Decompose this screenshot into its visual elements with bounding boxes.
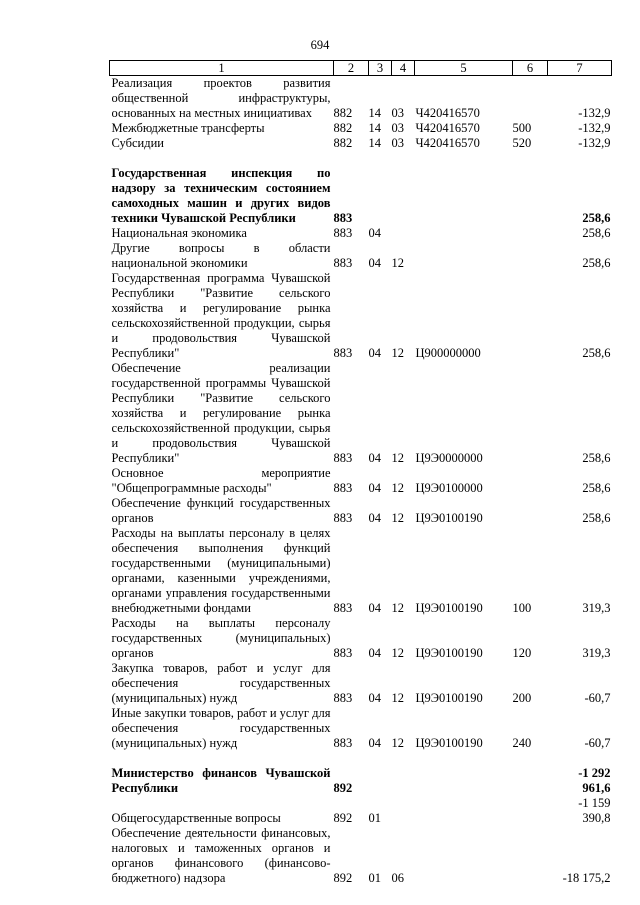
row-amount: 258,6 bbox=[582, 481, 611, 495]
table-row bbox=[110, 121, 612, 136]
column-header: 1 bbox=[110, 61, 334, 76]
column-header: 2 bbox=[334, 61, 369, 76]
table-row bbox=[110, 706, 612, 751]
row-name: Государственная инспекция по надзору за техническим состоянием самоходных машин и других видов техники Чувашской Республики bbox=[111, 166, 331, 225]
row-section: 04 bbox=[368, 256, 381, 270]
row-section bbox=[369, 166, 392, 226]
spacer-row bbox=[110, 751, 612, 766]
column-header: 4 bbox=[392, 61, 415, 76]
table-row bbox=[110, 826, 612, 886]
row-expense-type bbox=[513, 496, 548, 526]
row-amount: -18 175,2 bbox=[562, 871, 611, 885]
row-name: Другие вопросы в области национальной экономики bbox=[111, 241, 331, 270]
row-target-article: Ч420416570 bbox=[415, 106, 480, 120]
row-name: Расходы на выплаты персоналу в целях обеспечения выполнения функций государственными (муниципальными) органами, казенными учреждениями, органами управления государственными внебюджетными фондами bbox=[111, 526, 331, 615]
row-target-article: Ц9Э0100190 bbox=[415, 646, 483, 660]
row-ved: 883 bbox=[333, 736, 353, 750]
row-name: Национальная экономика bbox=[111, 226, 247, 240]
row-subsection: 03 bbox=[391, 121, 404, 135]
row-amount: -60,7 bbox=[584, 736, 611, 750]
row-ved: 883 bbox=[333, 601, 353, 615]
row-ved: 882 bbox=[333, 136, 353, 150]
column-header: 7 bbox=[548, 61, 612, 76]
row-expense-type bbox=[513, 826, 548, 886]
row-name: Государственная программа Чувашской Республики "Развитие сельского хозяйства и регулирование рынка сельскохозяйственной продукции, сырья и продовольствия Чувашской Республики" bbox=[111, 271, 331, 360]
row-amount: -1 292 961,6 bbox=[578, 766, 611, 795]
row-section: 14 bbox=[368, 136, 381, 150]
row-ved: 883 bbox=[333, 481, 353, 495]
row-section: 04 bbox=[368, 226, 381, 240]
table-row bbox=[110, 76, 612, 122]
row-amount: 258,6 bbox=[582, 346, 611, 360]
table-row bbox=[110, 166, 612, 226]
row-name: Обеспечение реализации государственной программы Чувашской Республики "Развитие сельского хозяйства и регулирование рынка сельскохозяйственной продукции, сырья и продовольствия Чувашской Республики" bbox=[111, 361, 331, 465]
row-target-article bbox=[415, 766, 513, 796]
row-target-article: Ц9Э0100190 bbox=[415, 511, 483, 525]
row-expense-type: 120 bbox=[512, 646, 532, 660]
row-name: Межбюджетные трансферты bbox=[111, 121, 265, 135]
row-name: Основное мероприятие "Общепрограммные расходы" bbox=[111, 466, 331, 495]
row-target-article: Ц9Э0100190 bbox=[415, 736, 483, 750]
row-ved: 883 bbox=[333, 511, 353, 525]
row-subsection bbox=[392, 796, 415, 826]
row-target-article bbox=[415, 826, 513, 886]
table-row bbox=[110, 766, 612, 796]
row-subsection bbox=[392, 766, 415, 796]
row-section: 04 bbox=[368, 346, 381, 360]
row-target-article bbox=[415, 226, 513, 241]
row-subsection: 12 bbox=[391, 601, 404, 615]
row-subsection: 12 bbox=[391, 511, 404, 525]
row-expense-type bbox=[513, 271, 548, 361]
row-target-article bbox=[415, 241, 513, 271]
row-section: 14 bbox=[368, 121, 381, 135]
row-expense-type: 200 bbox=[512, 691, 532, 705]
row-target-article bbox=[415, 166, 513, 226]
row-amount: -132,9 bbox=[578, 121, 611, 135]
row-name: Расходы на выплаты персоналу государственных (муниципальных) органов bbox=[111, 616, 331, 660]
row-ved: 883 bbox=[333, 691, 353, 705]
row-ved: 892 bbox=[333, 781, 353, 795]
row-expense-type bbox=[513, 466, 548, 496]
row-amount: 258,6 bbox=[582, 211, 611, 225]
row-expense-type bbox=[513, 76, 548, 122]
row-section bbox=[369, 766, 392, 796]
row-subsection: 12 bbox=[391, 736, 404, 750]
row-section: 04 bbox=[368, 481, 381, 495]
row-ved: 883 bbox=[333, 211, 353, 225]
row-section: 01 bbox=[368, 811, 381, 825]
row-subsection bbox=[392, 226, 415, 241]
table-body bbox=[110, 76, 612, 887]
row-expense-type: 520 bbox=[512, 136, 532, 150]
row-target-article: Ц900000000 bbox=[415, 346, 481, 360]
row-subsection: 06 bbox=[391, 871, 404, 885]
table-row bbox=[110, 526, 612, 616]
row-expense-type bbox=[513, 241, 548, 271]
row-name: Субсидии bbox=[111, 136, 164, 150]
row-amount: 258,6 bbox=[582, 226, 611, 240]
row-ved: 882 bbox=[333, 106, 353, 120]
row-amount: 258,6 bbox=[582, 511, 611, 525]
row-target-article: Ц9Э0100190 bbox=[415, 601, 483, 615]
row-target-article: Ч420416570 bbox=[415, 136, 480, 150]
row-subsection: 12 bbox=[391, 691, 404, 705]
table-header bbox=[110, 61, 612, 76]
row-target-article: Ц9Э0100190 bbox=[415, 691, 483, 705]
row-name: Иные закупки товаров, работ и услуг для обеспечения государственных (муниципальных) нужд bbox=[111, 706, 331, 750]
budget-table bbox=[109, 60, 612, 886]
row-amount: -60,7 bbox=[584, 691, 611, 705]
row-ved: 883 bbox=[333, 646, 353, 660]
table-row bbox=[110, 616, 612, 661]
row-target-article bbox=[415, 796, 513, 826]
row-ved: 883 bbox=[333, 451, 353, 465]
row-amount: 258,6 bbox=[582, 256, 611, 270]
row-name: Реализация проектов развития общественной инфраструктуры, основанных на местных инициативах bbox=[111, 76, 331, 120]
spacer-row bbox=[110, 151, 612, 166]
row-section: 04 bbox=[368, 736, 381, 750]
row-ved: 892 bbox=[333, 871, 353, 885]
row-subsection bbox=[392, 166, 415, 226]
row-amount: 319,3 bbox=[582, 646, 611, 660]
row-ved: 883 bbox=[333, 226, 353, 240]
table-row bbox=[110, 496, 612, 526]
row-amount: 319,3 bbox=[582, 601, 611, 615]
row-expense-type: 240 bbox=[512, 736, 532, 750]
row-subsection: 12 bbox=[391, 451, 404, 465]
row-name: Закупка товаров, работ и услуг для обеспечения государственных (муниципальных) нужд bbox=[111, 661, 331, 705]
page-number: 694 bbox=[310, 38, 330, 52]
table-row bbox=[110, 796, 612, 826]
row-name: Министерство финансов Чувашской Республики bbox=[111, 766, 331, 795]
row-amount: -132,9 bbox=[578, 106, 611, 120]
row-expense-type: 100 bbox=[512, 601, 532, 615]
row-expense-type bbox=[513, 766, 548, 796]
table-row bbox=[110, 136, 612, 151]
row-ved: 892 bbox=[333, 811, 353, 825]
row-expense-type bbox=[513, 166, 548, 226]
row-subsection: 03 bbox=[391, 136, 404, 150]
row-section: 04 bbox=[368, 601, 381, 615]
table-row bbox=[110, 661, 612, 706]
row-section: 14 bbox=[368, 106, 381, 120]
table-row bbox=[110, 361, 612, 466]
row-section: 04 bbox=[368, 451, 381, 465]
table-row bbox=[110, 271, 612, 361]
row-ved: 883 bbox=[333, 346, 353, 360]
column-header: 3 bbox=[369, 61, 392, 76]
row-expense-type bbox=[513, 796, 548, 826]
row-amount: 258,6 bbox=[582, 451, 611, 465]
row-ved: 882 bbox=[333, 121, 353, 135]
row-section: 01 bbox=[368, 871, 381, 885]
row-subsection: 12 bbox=[391, 346, 404, 360]
row-amount: -1 159 390,8 bbox=[578, 796, 611, 825]
column-header: 6 bbox=[513, 61, 548, 76]
table-row bbox=[110, 241, 612, 271]
row-expense-type bbox=[513, 361, 548, 466]
row-section: 04 bbox=[368, 691, 381, 705]
row-name: Общегосударственные вопросы bbox=[111, 811, 281, 825]
row-name: Обеспечение деятельности финансовых, налоговых и таможенных органов и органов финансового (финансово-бюджетного) надзора bbox=[111, 826, 331, 885]
row-subsection: 12 bbox=[391, 481, 404, 495]
row-section: 04 bbox=[368, 646, 381, 660]
row-ved: 883 bbox=[333, 256, 353, 270]
row-expense-type bbox=[513, 226, 548, 241]
row-expense-type: 500 bbox=[512, 121, 532, 135]
row-target-article: Ч420416570 bbox=[415, 121, 480, 135]
table-row bbox=[110, 466, 612, 496]
row-name: Обеспечение функций государственных органов bbox=[111, 496, 331, 525]
table-row bbox=[110, 226, 612, 241]
row-target-article: Ц9Э0000000 bbox=[415, 451, 483, 465]
row-subsection: 12 bbox=[391, 646, 404, 660]
row-subsection: 12 bbox=[391, 256, 404, 270]
row-subsection: 03 bbox=[391, 106, 404, 120]
column-header: 5 bbox=[415, 61, 513, 76]
row-target-article: Ц9Э0100000 bbox=[415, 481, 483, 495]
row-section: 04 bbox=[368, 511, 381, 525]
row-amount: -132,9 bbox=[578, 136, 611, 150]
